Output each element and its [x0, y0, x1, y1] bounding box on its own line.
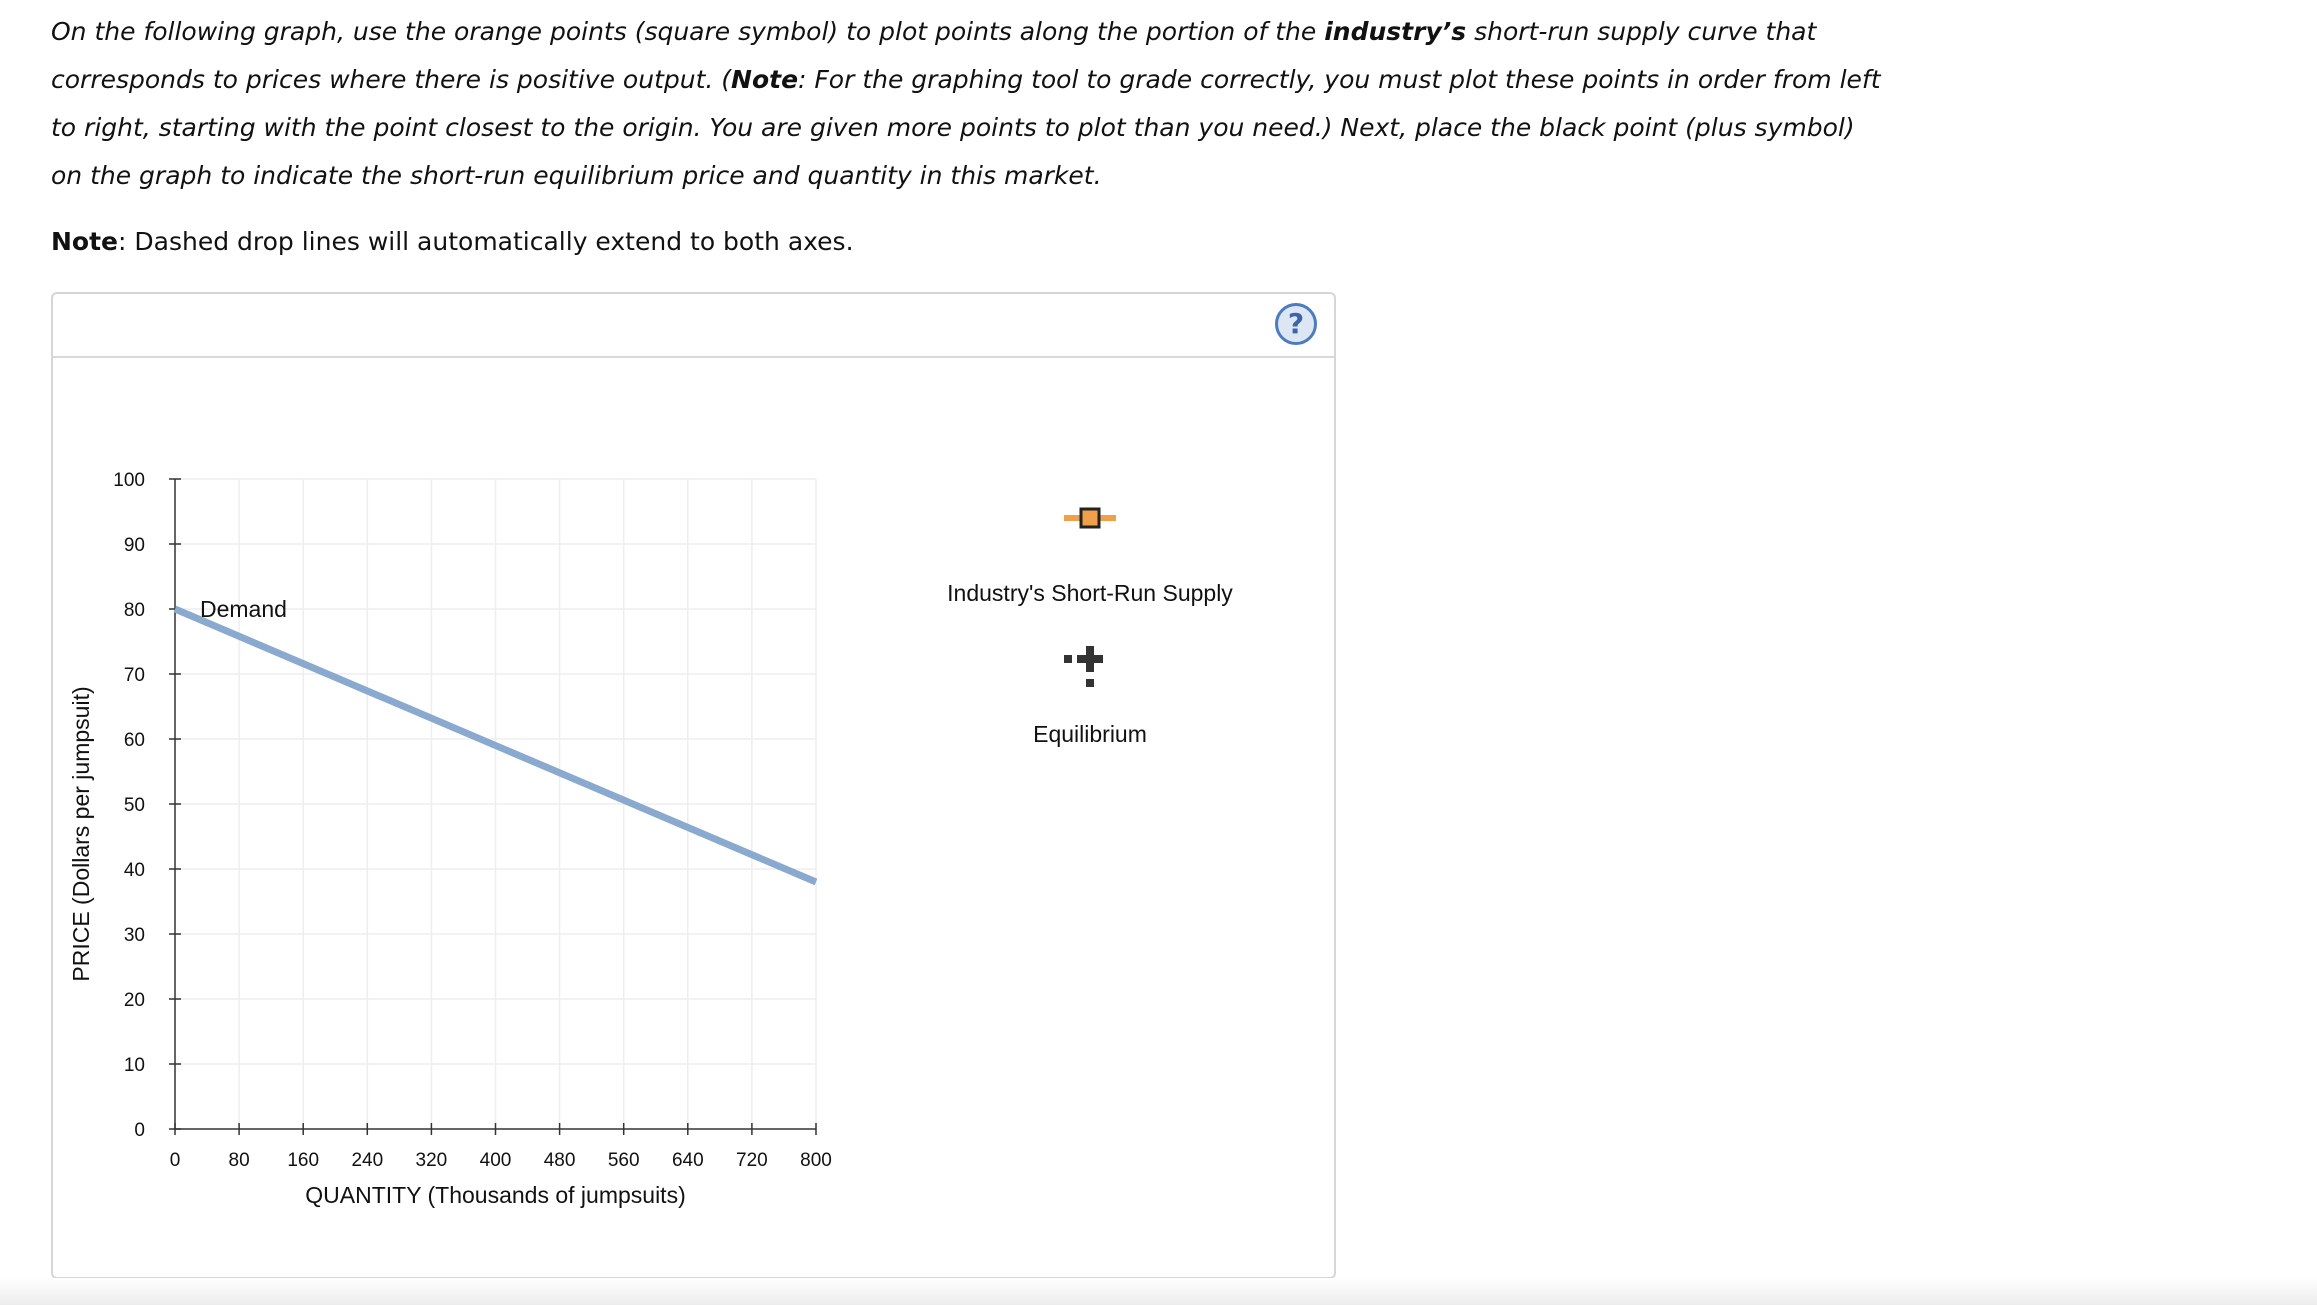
x-tick-label: 160: [287, 1150, 320, 1171]
x-tick-label: 480: [543, 1150, 576, 1171]
y-tick-label: 50: [123, 795, 145, 816]
x-tick-label: 240: [351, 1150, 384, 1171]
instructions-paragraph: [51, 8, 1891, 200]
drop-lines-note: [51, 222, 854, 262]
legend-supply-point[interactable]: [1064, 509, 1116, 527]
graph-panel: [51, 292, 1336, 1279]
y-tick-label: 0: [134, 1120, 145, 1141]
legend-equilibrium-point[interactable]: [1064, 646, 1103, 687]
x-tick-label: 0: [169, 1150, 181, 1171]
x-tick-label: 640: [671, 1150, 704, 1171]
page-bottom-edge: [0, 1278, 2317, 1305]
y-axis-title: PRICE (Dollars per jumpsuit): [68, 686, 94, 982]
y-tick-label: 20: [123, 990, 145, 1011]
equilibrium-dash-left: [1064, 655, 1072, 663]
legend-equilibrium-label: Equilibrium: [1033, 721, 1147, 747]
instructions-part-3: : For the graphing tool to grade correctly, you must plot these points in order from left to right, starting with the point closest to the origin. You are given more points to plot than you need.) Next, place the black point (plus symbol) on the graph to indicate the short-run equilibrium price and quantity in this market.: [51, 65, 1881, 190]
y-tick-label: 40: [123, 860, 145, 881]
y-tick-label: 60: [123, 730, 145, 751]
drop-lines-note-bold: Note: [51, 227, 119, 256]
x-tick-label: 80: [228, 1150, 250, 1171]
y-tick-label: 30: [123, 925, 145, 946]
black-plus-point-icon[interactable]: [1086, 646, 1094, 672]
instructions-part-1: On the following graph, use the orange points (square symbol) to plot points along the portion of the: [51, 17, 1325, 46]
y-tick-label: 100: [113, 470, 145, 491]
y-tick-label: 10: [123, 1055, 145, 1076]
x-tick-label: 800: [800, 1150, 832, 1171]
y-tick-label: 80: [123, 600, 145, 621]
x-tick-label: 400: [479, 1150, 512, 1171]
x-axis-title: QUANTITY (Thousands of jumpsuits): [305, 1182, 686, 1208]
grid-lines: [175, 479, 816, 1129]
orange-square-point-icon[interactable]: [1081, 509, 1099, 527]
y-tick-label: 70: [123, 665, 145, 686]
drop-lines-note-text: : Dashed drop lines will automatically extend to both axes.: [118, 227, 854, 256]
legend: [947, 509, 1233, 747]
help-icon[interactable]: ?: [1275, 303, 1317, 345]
instructions-bold-note: Note: [731, 65, 799, 94]
equilibrium-dash-bottom: [1086, 679, 1094, 687]
legend-supply-label: Industry's Short-Run Supply: [947, 580, 1233, 606]
x-tick-label: 320: [415, 1150, 448, 1171]
chart-area[interactable]: [53, 294, 1334, 1277]
instructions-part-2: short-run supply curve that corresponds to prices where there is positive output. (: [51, 17, 1817, 94]
instructions-bold-industry: industry’s: [1324, 17, 1467, 46]
demand-curve-label: Demand: [200, 596, 287, 622]
y-tick-label: 90: [123, 535, 145, 556]
x-tick-label: 720: [736, 1150, 768, 1171]
x-tick-label: 560: [607, 1150, 640, 1171]
